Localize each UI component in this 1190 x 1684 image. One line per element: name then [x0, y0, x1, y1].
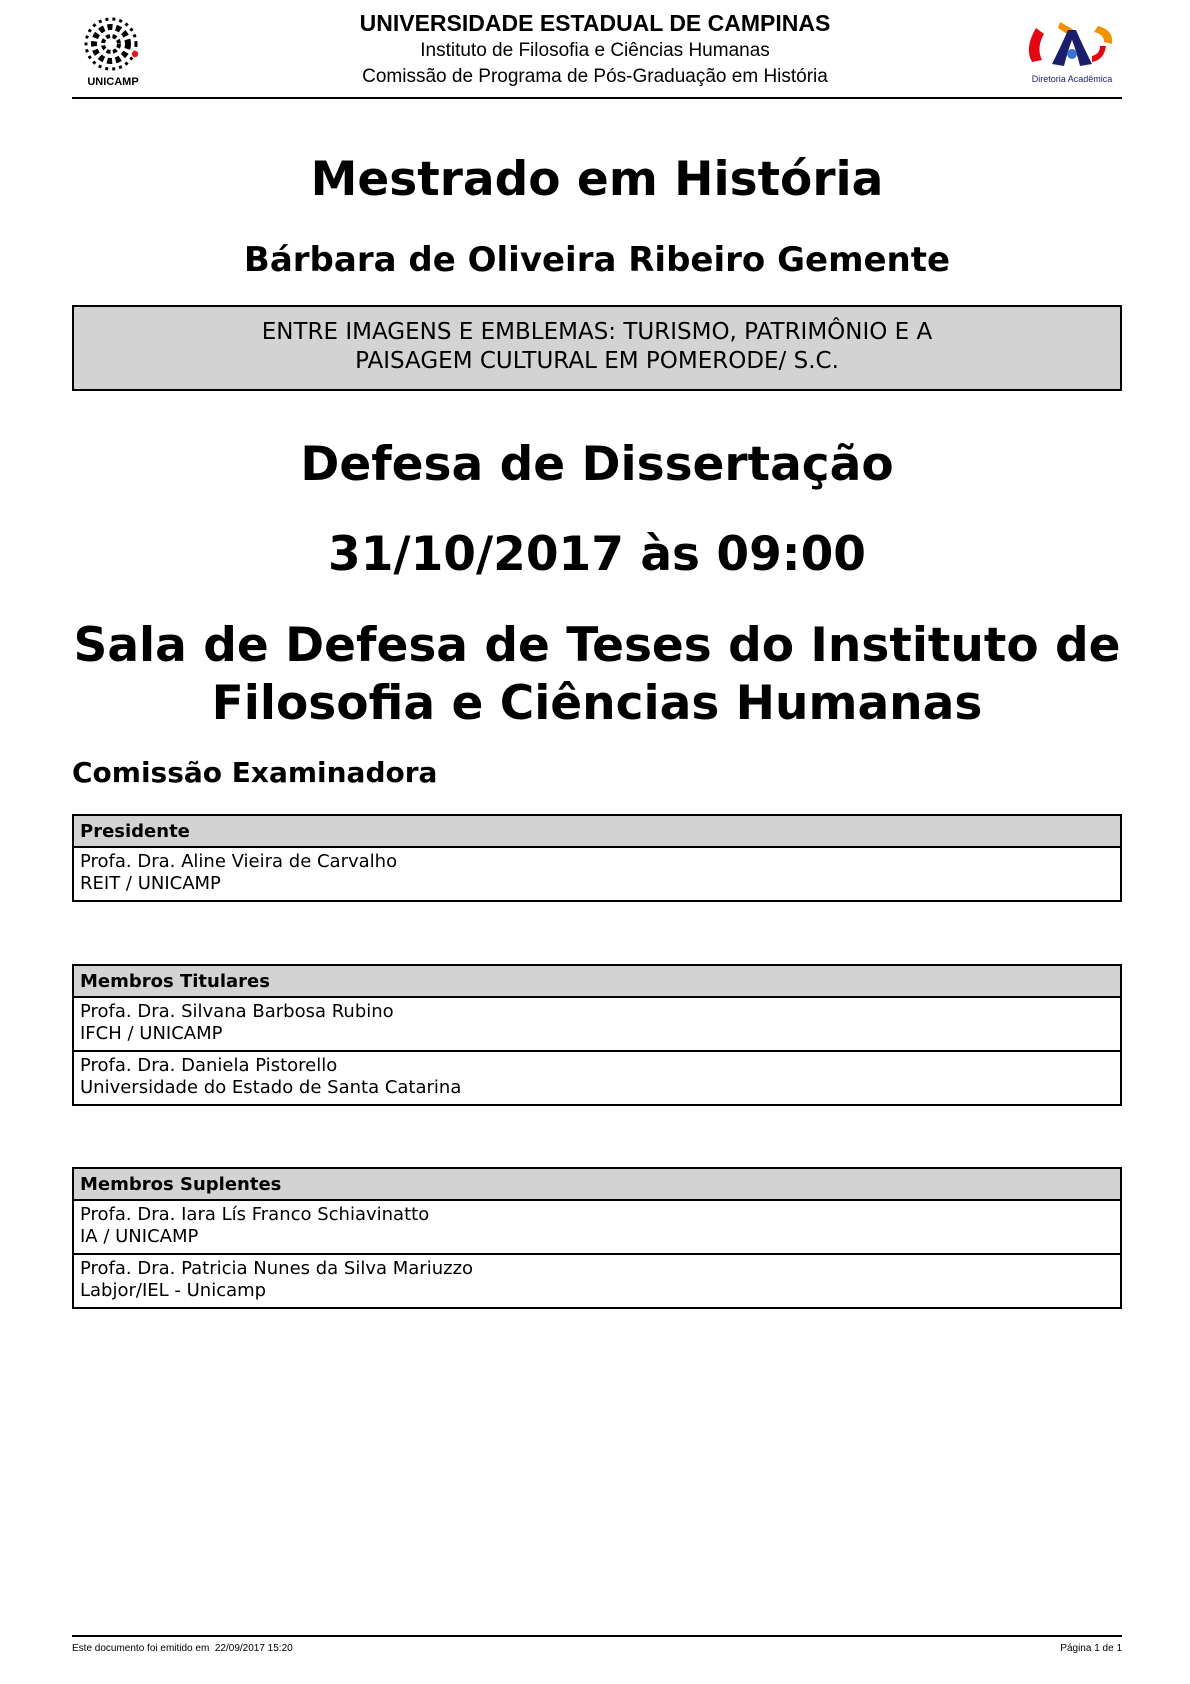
- member-name: Profa. Dra. Iara Lís Franco Schiavinatto: [80, 1204, 430, 1225]
- issued-date-note: [72, 1643, 293, 1654]
- table-header: Membros Titulares: [73, 965, 1121, 997]
- commission-name: Comissão de Programa de Pós-Graduação em História: [362, 66, 828, 87]
- institute-name: Instituto de Filosofia e Ciências Humanas: [420, 40, 770, 61]
- titulares-table: [72, 964, 1122, 1106]
- footer-divider: [72, 1635, 1122, 1637]
- thesis-title-line: PAISAGEM CULTURAL EM POMERODE/ S.C.: [355, 348, 839, 374]
- event-datetime: 31/10/2017 às 09:00: [328, 527, 866, 582]
- page-number: Página 1 de 1: [1060, 1643, 1122, 1654]
- member-name: Profa. Dra. Daniela Pistorello: [80, 1055, 338, 1076]
- committee-heading: Comissão Examinadora: [72, 756, 438, 789]
- student-name: Bárbara de Oliveira Ribeiro Gemente: [243, 240, 951, 280]
- suplentes-table: [72, 1167, 1122, 1309]
- event-venue: [72, 617, 1122, 733]
- unicamp-logo-text: UNICAMP: [87, 76, 139, 88]
- event-title: Defesa de Dissertação: [300, 437, 894, 492]
- issued-label: Este documento foi emitido em: [72, 1643, 210, 1654]
- table-header: Presidente: [73, 815, 1121, 847]
- header-divider: [72, 97, 1122, 99]
- thesis-title-box: [72, 305, 1122, 391]
- table-row: [73, 847, 1121, 901]
- member-name: Profa. Dra. Silvana Barbosa Rubino: [80, 1001, 394, 1022]
- table-row: [73, 1051, 1121, 1105]
- issued-date: 22/09/2017 15:20: [214, 1643, 293, 1654]
- diretoria-academica-logo-text: Diretoria Acadêmica: [1031, 74, 1113, 84]
- venue-line: Sala de Defesa de Teses do Instituto de: [73, 618, 1121, 673]
- table-header: Membros Suplentes: [73, 1168, 1121, 1200]
- table-row: [73, 1200, 1121, 1254]
- member-affiliation: Universidade do Estado de Santa Catarina: [80, 1077, 462, 1098]
- member-name: Profa. Dra. Patricia Nunes da Silva Mariuzzo: [80, 1258, 474, 1279]
- unicamp-logo: [78, 14, 148, 88]
- table-row: [73, 1254, 1121, 1308]
- member-affiliation: REIT / UNICAMP: [80, 873, 221, 894]
- diretoria-academica-logo: [1022, 20, 1120, 90]
- program-title: Mestrado em História: [310, 152, 884, 207]
- table-row: [73, 997, 1121, 1051]
- president-table: [72, 814, 1122, 902]
- institution-name: UNIVERSIDADE ESTADUAL DE CAMPINAS: [359, 10, 831, 36]
- member-affiliation: IA / UNICAMP: [80, 1226, 199, 1247]
- member-affiliation: Labjor/IEL - Unicamp: [80, 1280, 267, 1301]
- thesis-title-line: ENTRE IMAGENS E EMBLEMAS: TURISMO, PATRIMÔNIO E A: [261, 319, 933, 345]
- member-affiliation: IFCH / UNICAMP: [80, 1023, 223, 1044]
- member-name: Profa. Dra. Aline Vieira de Carvalho: [80, 851, 398, 872]
- venue-line: Filosofia e Ciências Humanas: [211, 676, 983, 731]
